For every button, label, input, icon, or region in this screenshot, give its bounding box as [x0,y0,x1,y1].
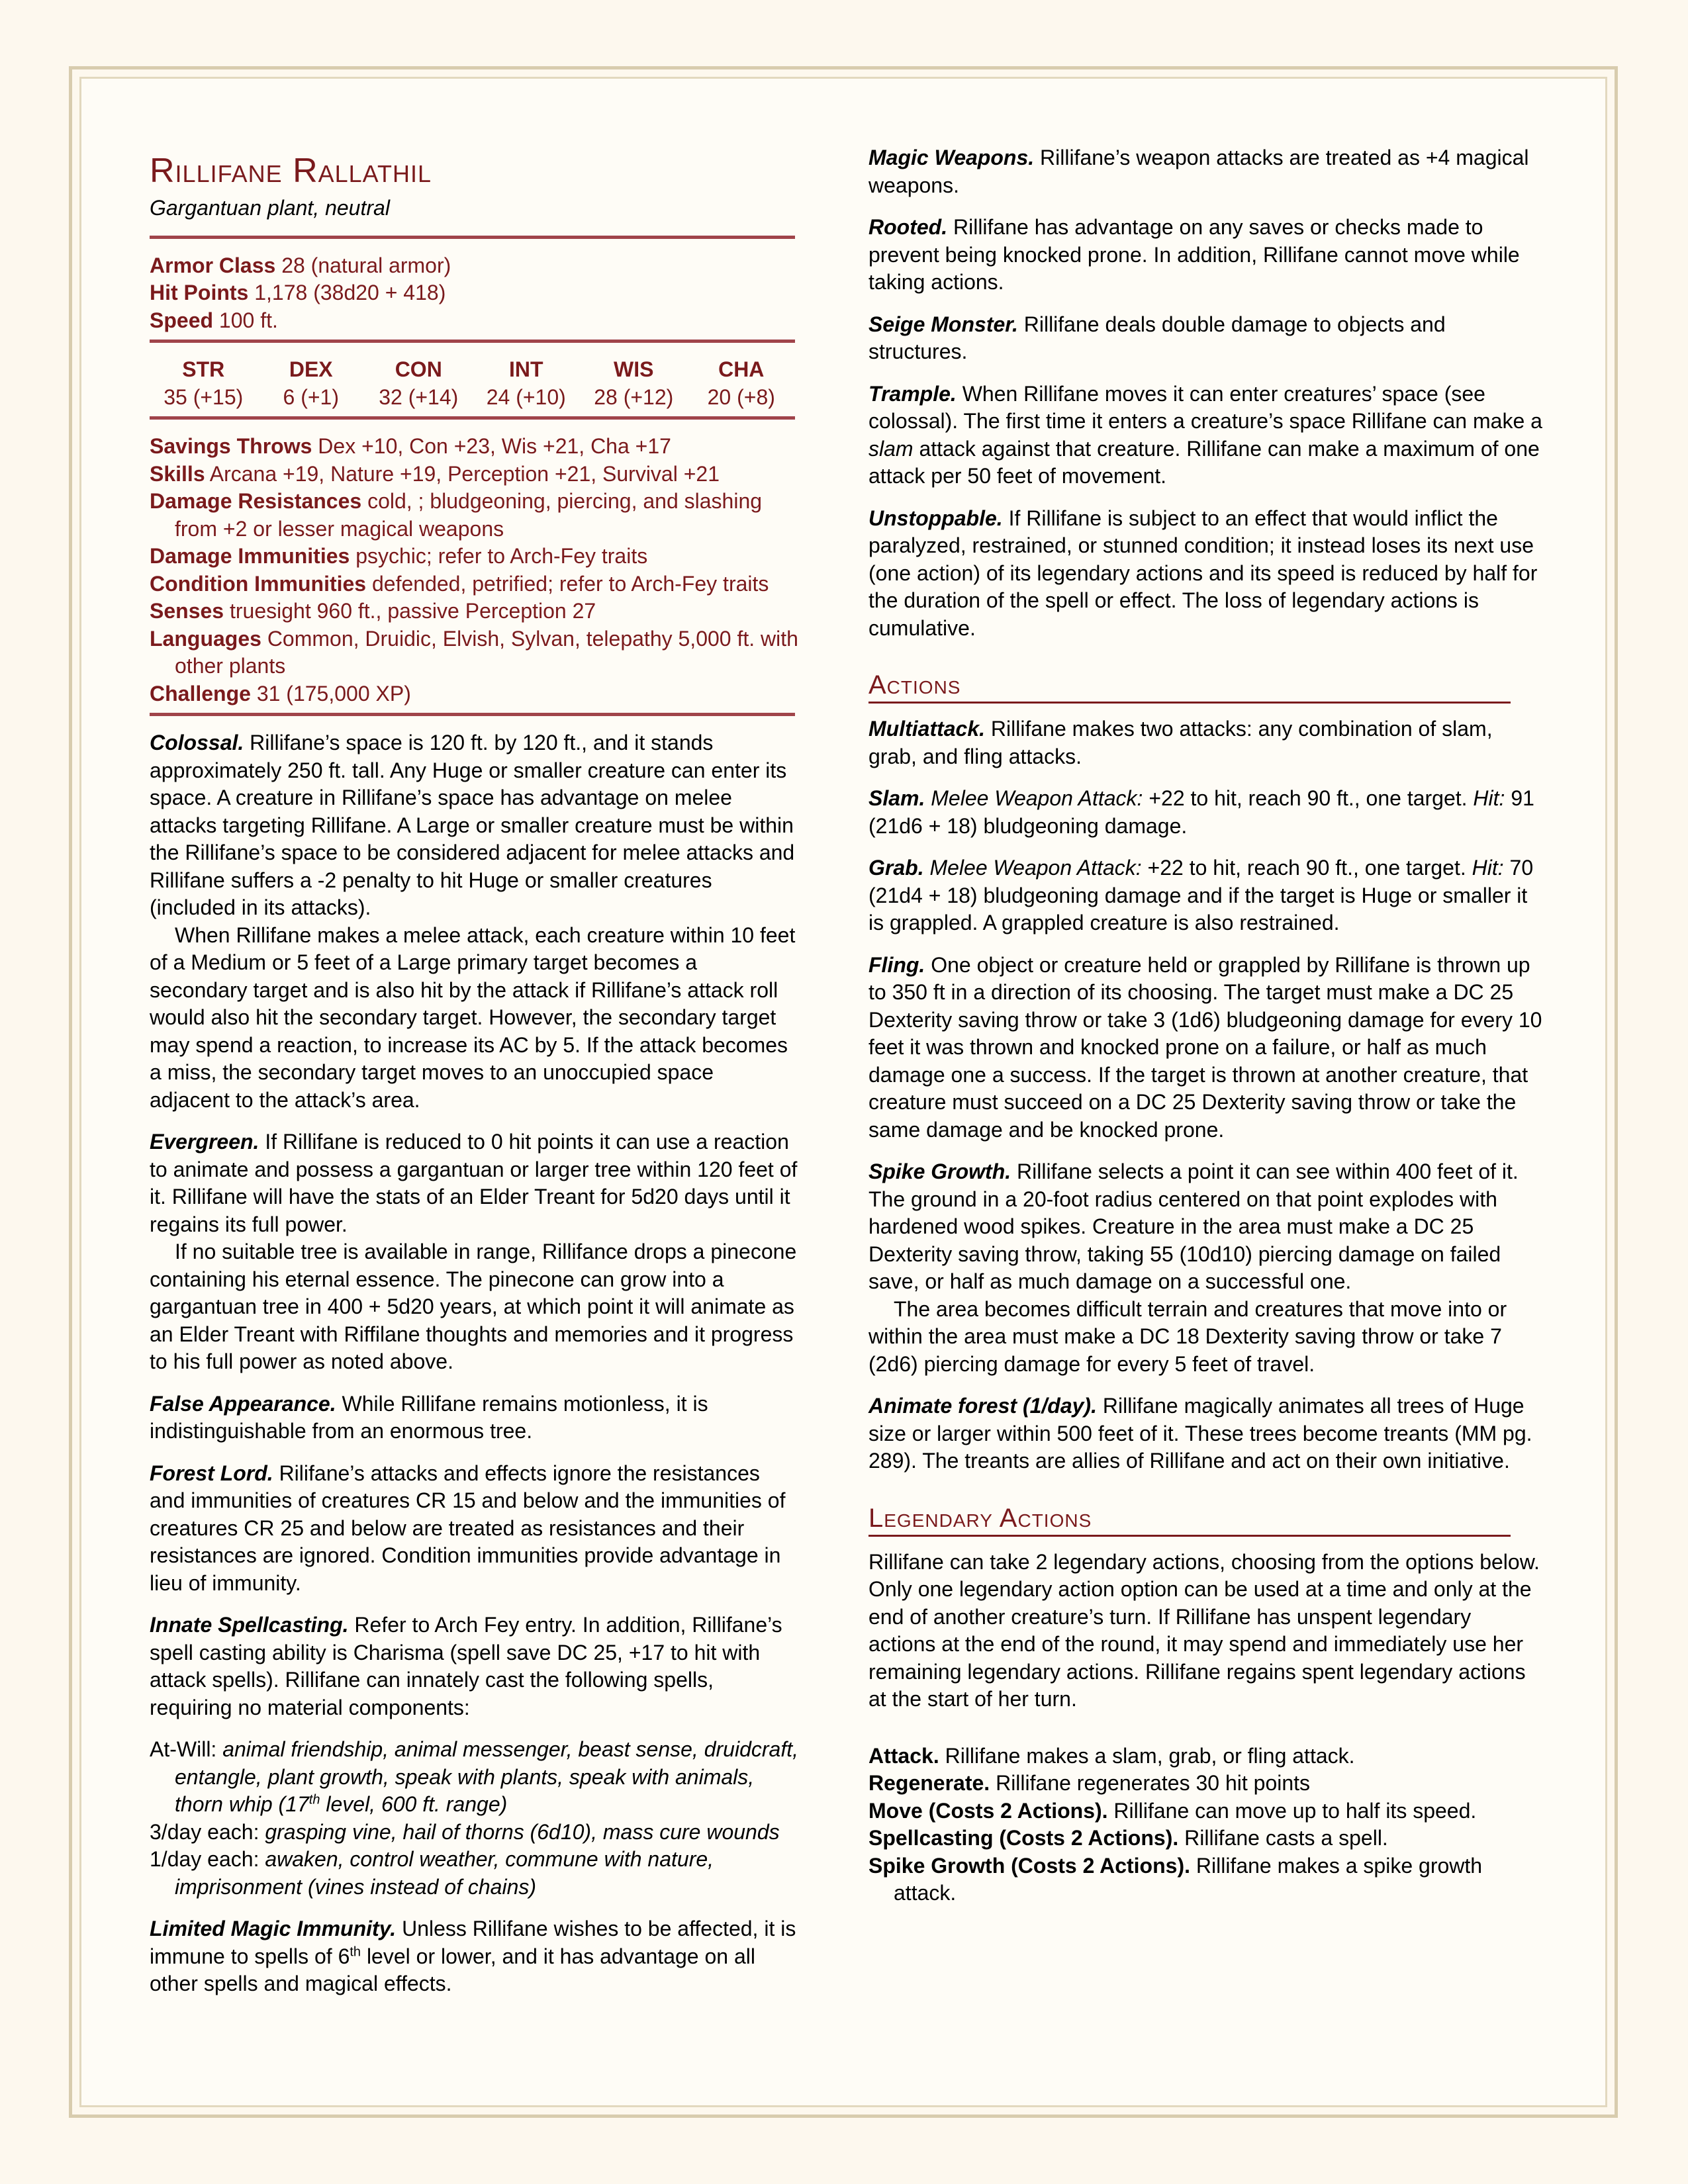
trait-colossal: Colossal. Rillifane’s space is 120 ft. by 120 ft., and it stands approximately 250 ft. tall. Any Huge or smaller creature can enter its space. A creature in Rillifane’s space has advantage on melee attacks targeting Rillifane. A Large or smaller creature must be within the Rillifane’s space to be considered adjacent for melee attacks and Rillifane suffers a -2 penalty to hit Huge or smaller creatures (included in its attacks). When Rillifane makes a melee attack, each creature within 10 feet of a Medium or 5 feet of a Large primary target becomes a secondary target and is also hit by the attack if Rillifane’s attack roll would also hit the secondary target. However, the secondary target may spend a reaction, to increase its AC by 5. If the attack becomes a miss, the secondary target moves to an unoccupied space adjacent to the attack’s area. [150,731,796,1112]
legendary-spellcasting: Spellcasting (Costs 2 Actions). Rillifane casts a spell. [868,1826,1388,1850]
trait-evergreen: Evergreen. If Rillifane is reduced to 0 hit points it can use a reaction to animate and possess a gargantuan or larger tree within 120 feet of it. Rillifane will have the stats of an Elder Treant for 5d20 days until it regains its full power. If no suitable tree is available in range, Rillifance drops a pinecone containing his eternal essence. The pinecone can grow into a gargantuan tree in 400 + 5d20 years, at which point it will animate as an Elder Treant with Riffilane thoughts and memories and it progress to his full power as noted above. [150,1130,798,1373]
spell-list [150,1736,798,1901]
trait-trample: Trample. When Rillifane moves it can enter creatures’ space (see colossal). The first time it enters a creature’s space Rillifane can make a slam attack against that creature. Rillifane can make a maximum of one attack per 50 feet of movement. [868,381,1542,488]
trait-name: Colossal. [150,731,244,754]
ability-wis: WIS [614,357,654,381]
damage-immunities: Damage Immunities psychic; refer to Arch-Fey traits [150,544,648,568]
action-slam: Slam. Melee Weapon Attack: +22 to hit, reach 90 ft., one target. Hit: 91 (21d6 + 18) bludgeoning damage. [868,786,1534,838]
action-spike-growth: Spike Growth. Rillifane selects a point it can see within 400 feet of it. The ground in a 20-foot radius centered on that point explodes with hardened wood spikes. Creature in the area must make a DC 25 Dexterity saving throw, taking 55 (10d10) piercing damage on failed save, or half as much damage on a successful one. The area becomes difficult terrain and creatures that move into or within the area must make a DC 18 Dexterity saving throw or take 7 (2d6) piercing damage for every 5 feet of travel. [868,1160,1519,1376]
score-int: 24 (+10) [486,385,566,409]
right-column [868,144,1544,1907]
divider [150,713,795,716]
score-wis: 28 (+12) [594,385,674,409]
trait-false-appearance: False Appearance. While Rillifane remains motionless, it is indistinguishable from an enormous tree. [150,1391,708,1443]
skills: Skills Arcana +19, Nature +19, Perception +21, Survival +21 [150,461,720,486]
ability-con: CON [395,357,442,381]
trait-name: Evergreen. [150,1130,259,1154]
trait-magic-weapons: Magic Weapons. Rillifane’s weapon attacks are treated as +4 magical weapons. [868,146,1529,197]
score-cha: 20 (+8) [707,385,775,409]
speed: Speed 100 ft. [150,308,278,332]
senses: Senses truesight 960 ft., passive Perception 27 [150,599,596,623]
monster-subtitle: Gargantuan plant, neutral [150,196,390,220]
condition-immunities: Condition Immunities defended, petrified; refer to Arch-Fey traits [150,571,769,596]
trait-innate-spellcasting: Innate Spellcasting. Refer to Arch Fey entry. In addition, Rillifane’s spell casting ability is Charisma (spell save DC 25, +17 to hit with attack spells). Rillifane can innately cast the following spells, requiring no material components: [150,1613,782,1719]
trait-rooted: Rooted. Rillifane has advantage on any saves or checks made to prevent being knocked prone. In addition, Rillifane cannot move while taking actions. [868,215,1520,294]
divider [150,416,795,420]
trait-seige-monster: Seige Monster. Rillifane deals double damage to objects and structures. [868,312,1446,363]
legendary-attack: Attack. Rillifane makes a slam, grab, or fling attack. [868,1743,1355,1768]
score-str: 35 (+15) [164,385,244,409]
trait-unstoppable: Unstoppable. If Rillifane is subject to an effect that would inflict the paralyzed, restrained, or stunned condition; it instead loses its next use (one action) of its legendary actions and its speed is reduced by half for the duration of the spell or effect. The loss of legendary actions is cumulative. [868,506,1538,640]
armor-class: Armor Class 28 (natural armor) [150,253,451,277]
left-column [150,144,798,2013]
legendary-actions-heading: Legendary Actions [868,1502,1511,1537]
action-animate-forest: Animate forest (1/day). Rillifane magically animates all trees of Huge size or larger within 500 feet of it. These trees become treants (MM pg. 289). The treants are allies of Rillifane and act on their own initiative. [868,1394,1532,1473]
spells-1-day: 1/day each: awaken, control weather, commune with nature, imprisonment (vines instead of chains) [150,1847,714,1899]
ability-names [150,356,795,384]
action-fling: Fling. One object or creature held or grappled by Rillifane is thrown up to 350 ft in a direction of its choosing. The target must make a DC 25 Dexterity saving throw or take 3 (1d6) bludgeoning damage for every 10 feet it was thrown and knocked prone on a failure, or half as much damage one a success. If the target is thrown at another creature, that creature must succeed on a DC 25 Dexterity saving throw or take the same damage and be knocked prone. [868,952,1542,1142]
spells-3-day: 3/day each: grasping vine, hail of thorns (6d10), mass cure wounds [150,1819,780,1844]
ability-cha: CHA [718,357,765,381]
legendary-move: Move (Costs 2 Actions). Rillifane can move up to half its speed. [868,1798,1477,1823]
challenge: Challenge 31 (175,000 XP) [150,681,411,705]
action-grab: Grab. Melee Weapon Attack: +22 to hit, reach 90 ft., one target. Hit: 70 (21d4 + 18) bludgeoning damage and if the target is Huge or smaller it is grappled. A grappled creature is also restrained. [868,856,1534,934]
hit-points: Hit Points 1,178 (38d20 + 418) [150,281,446,304]
action-multiattack: Multiattack. Rillifane makes two attacks: any combination of slam, grab, and fling attacks. [868,717,1493,768]
legendary-spike-growth: Spike Growth (Costs 2 Actions). Rillifane makes a spike growth attack. [868,1853,1483,1905]
monster-name: Rillifane Rallathil [150,152,432,190]
ability-dex: DEX [289,357,333,381]
trait-forest-lord: Forest Lord. Rilifane’s attacks and effects ignore the resistances and immunities of creatures CR 15 and below and the immunities of creatures CR 25 and below are treated as resistances and their resistances are ignored. Condition immunities provide advantage in lieu of immunity. [150,1461,786,1595]
ability-str: STR [182,357,225,381]
ability-int: INT [508,357,543,381]
divider [150,340,795,343]
legendary-intro: Rillifane can take 2 legendary actions, choosing from the options below. Only one legendary action option can be used at a time and only at the end of another creature’s turn. If Rillifane has unspent legendary actions at the end of the round, it may spend and immediately use her remaining legendary actions. Rillifane regains spent legendary actions at the start of her turn. [868,1549,1540,1711]
ability-scores [150,384,795,412]
damage-resistances: Damage Resistances cold, ; bludgeoning, piercing, and slashing from +2 or lesser magical weapons [150,489,763,541]
languages: Languages Common, Druidic, Elvish, Sylvan, telepathy 5,000 ft. with other plants [150,626,798,678]
actions-heading: Actions [868,668,1511,704]
divider [150,236,795,239]
score-con: 32 (+14) [379,385,459,409]
saving-throws: Savings Throws Dex +10, Con +23, Wis +21, Cha +17 [150,434,671,458]
legendary-regenerate: Regenerate. Rillifane regenerates 30 hit points [868,1771,1311,1795]
score-dex: 6 (+1) [283,385,339,409]
spells-at-will: At-Will: animal friendship, animal messenger, beast sense, druidcraft, entangle, plant growth, speak with plants, speak with animals, thorn whip (17th level, 600 ft. range) [150,1737,798,1816]
trait-limited-magic-immunity: Limited Magic Immunity. Unless Rillifane wishes to be affected, it is immune to spells of 6th level or lower, and it has advantage on all other spells and magical effects. [150,1917,796,1995]
